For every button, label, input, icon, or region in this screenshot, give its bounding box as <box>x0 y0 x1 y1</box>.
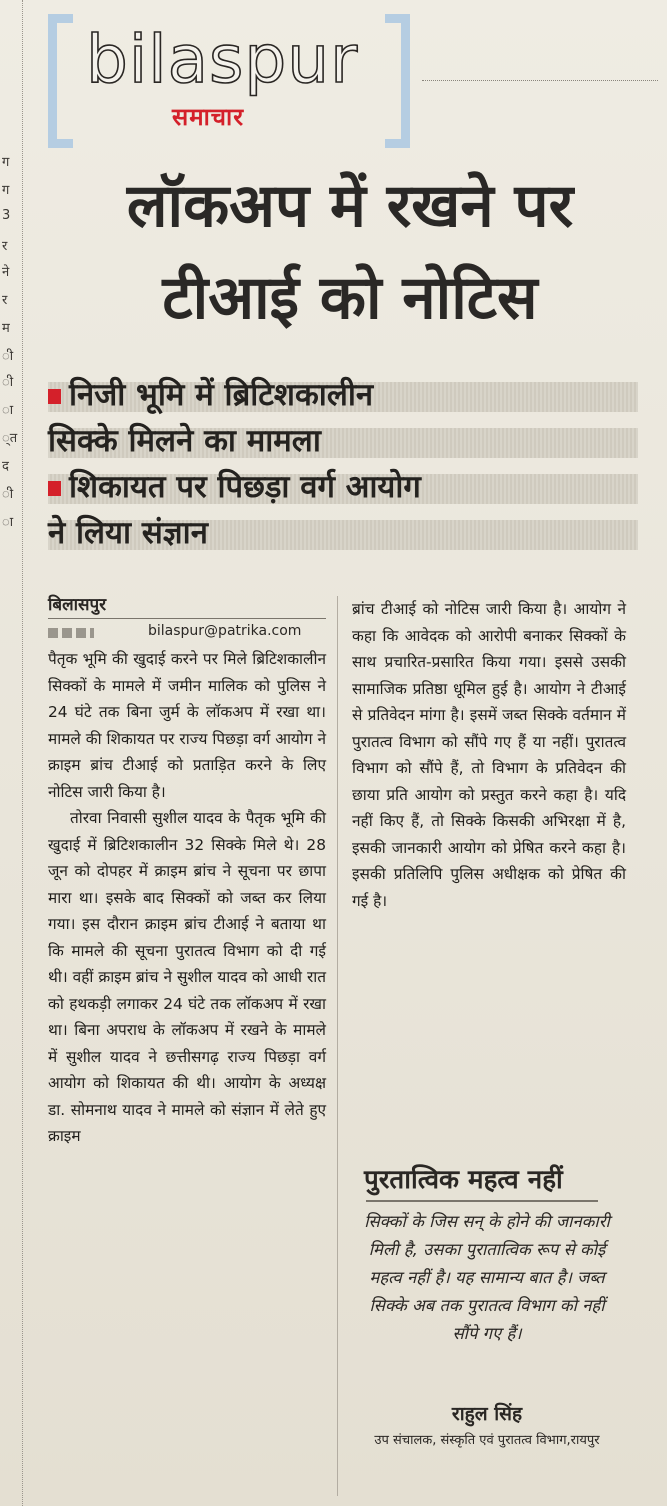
section-masthead <box>48 14 410 142</box>
byline-icon <box>48 628 94 638</box>
prev-column-fragment: र <box>2 239 8 254</box>
masthead-rule <box>422 80 658 81</box>
column-divider <box>337 596 338 1496</box>
prev-column-fragment: ग <box>2 155 10 170</box>
prev-column-fragment: ्त <box>2 431 18 446</box>
prev-column-fragment: ा <box>2 403 14 418</box>
dateline: बिलासपुर <box>48 595 107 615</box>
deck-line: सिक्के मिलने का मामला <box>48 418 638 464</box>
sidebar-name: राहुल सिंह <box>451 1403 523 1425</box>
bullet-icon <box>48 389 61 404</box>
bracket-left <box>48 14 73 148</box>
masthead-brand: bilaspur <box>86 21 359 98</box>
sidebar-quote: सिक्कों के जिस सन् के होने की जानकारी मिली है, उसका पुरातात्विक रूप से कोई महत्व नहीं है। यह सामान्य बात है। जब्त सिक्के अब तक पुरातत्व विभाग को नहीं सौंपे गए हैं। <box>364 1212 610 1343</box>
body-paragraph: तोरवा निवासी सुशील यादव के पैतृक भूमि की खुदाई में ब्रिटिशकालीन 32 सिक्के मिले थे। 28 जून को दोपहर में क्राइम ब्रांच ने सूचना पर छापा मारा था। इसके बाद सिक्कों को जब्त कर लिया गया। इस दौरान क्राइम ब्रांच टीआई ने बताया था कि मामले की सूचना पुरातत्व विभाग को दी गई थी। वहीं क्राइम ब्रांच ने सुशील यादव को आधी रात को हथकड़ी लगाकर 24 घंटे तक लॉकअप में रखा था। बिना अपराध के लॉकअप में रखने के मामले में सुशील यादव ने छत्तीसगढ़ राज्य पिछड़ा वर्ग आयोग को शिकायत की थी। आयोग के अध्यक्ष डा. सोमनाथ यादव ने मामले को संज्ञान में लेते हुए क्राइम <box>48 809 326 1145</box>
deck-line: ने लिया संज्ञान <box>48 510 638 556</box>
sidebar-title: पुरतात्विक महत्व नहीं <box>364 1165 563 1195</box>
masthead-section: समाचार <box>172 103 245 131</box>
sidebar-role: उप संचालक, संस्कृति एवं पुरातत्व विभाग,रायपुर <box>374 1433 600 1448</box>
previous-column-edge <box>0 0 23 1506</box>
prev-column-fragment: ग <box>2 183 10 198</box>
dateline-rule <box>48 618 326 619</box>
headline-line-1: लॉकअप में रखने पर <box>126 171 574 241</box>
deck-line: निजी भूमि में ब्रिटिशकालीन <box>48 372 638 418</box>
prev-column-fragment: र <box>2 293 8 308</box>
deck-line: शिकायत पर पिछड़ा वर्ग आयोग <box>48 464 638 510</box>
body-column-2 <box>352 596 626 914</box>
body-column-1 <box>48 646 326 1150</box>
bracket-right <box>385 14 410 148</box>
sidebar-rule <box>366 1200 598 1202</box>
prev-column-fragment: 3 <box>2 208 11 223</box>
headline <box>50 160 650 344</box>
prev-column-fragment: ी <box>2 375 14 390</box>
prev-column-fragment: द <box>2 459 9 474</box>
body-paragraph: ब्रांच टीआई को नोटिस जारी किया है। आयोग ने कहा कि आवेदक को आरोपी बनाकर सिक्कों के साथ प्रचारित-प्रसारित किया गया। इससे उसकी सामाजिक प्रतिष्ठा धूमिल हुई है। आयोग ने टीआई से प्रतिवेदन मांगा है। इसमें जब्त सिक्के वर्तमान में पुरातत्व विभाग को सौंपे गए हैं या नहीं। पुरातत्व विभाग को सौंपे हैं, तो विभाग के प्रतिवेदन की छाया प्रति आयोग को प्रस्तुत करने कहा है। यदि नहीं किए हैं, तो सिक्के किसकी अभिरक्षा में है, इसकी जानकारी आयोग को प्रेषित करने कहा है। इसकी प्रतिलिपि पुलिस अधीक्षक को प्रेषित की गई है। <box>352 600 626 910</box>
prev-column-fragment: ी <box>2 487 14 502</box>
prev-column-fragment: ा <box>2 515 14 530</box>
headline-line-2: टीआई को नोटिस <box>162 263 538 333</box>
prev-column-fragment: म <box>2 321 10 336</box>
byline-email: bilaspur@patrika.com <box>148 623 302 639</box>
body-paragraph: पैतृक भूमि की खुदाई करने पर मिले ब्रिटिशकालीन सिक्कों के मामले में जमीन मालिक को पुलिस ने 24 घंटे तक बिना जुर्म के लॉकअप में रखा था। मामले की शिकायत पर राज्य पिछड़ा वर्ग आयोग ने क्राइम ब्रांच टीआई को प्रताड़ित करने के लिए नोटिस जारी किया है। <box>48 650 326 801</box>
prev-column-fragment: ने <box>2 265 10 280</box>
deck <box>48 372 638 556</box>
bullet-icon <box>48 481 61 496</box>
prev-column-fragment: ी <box>2 349 14 364</box>
